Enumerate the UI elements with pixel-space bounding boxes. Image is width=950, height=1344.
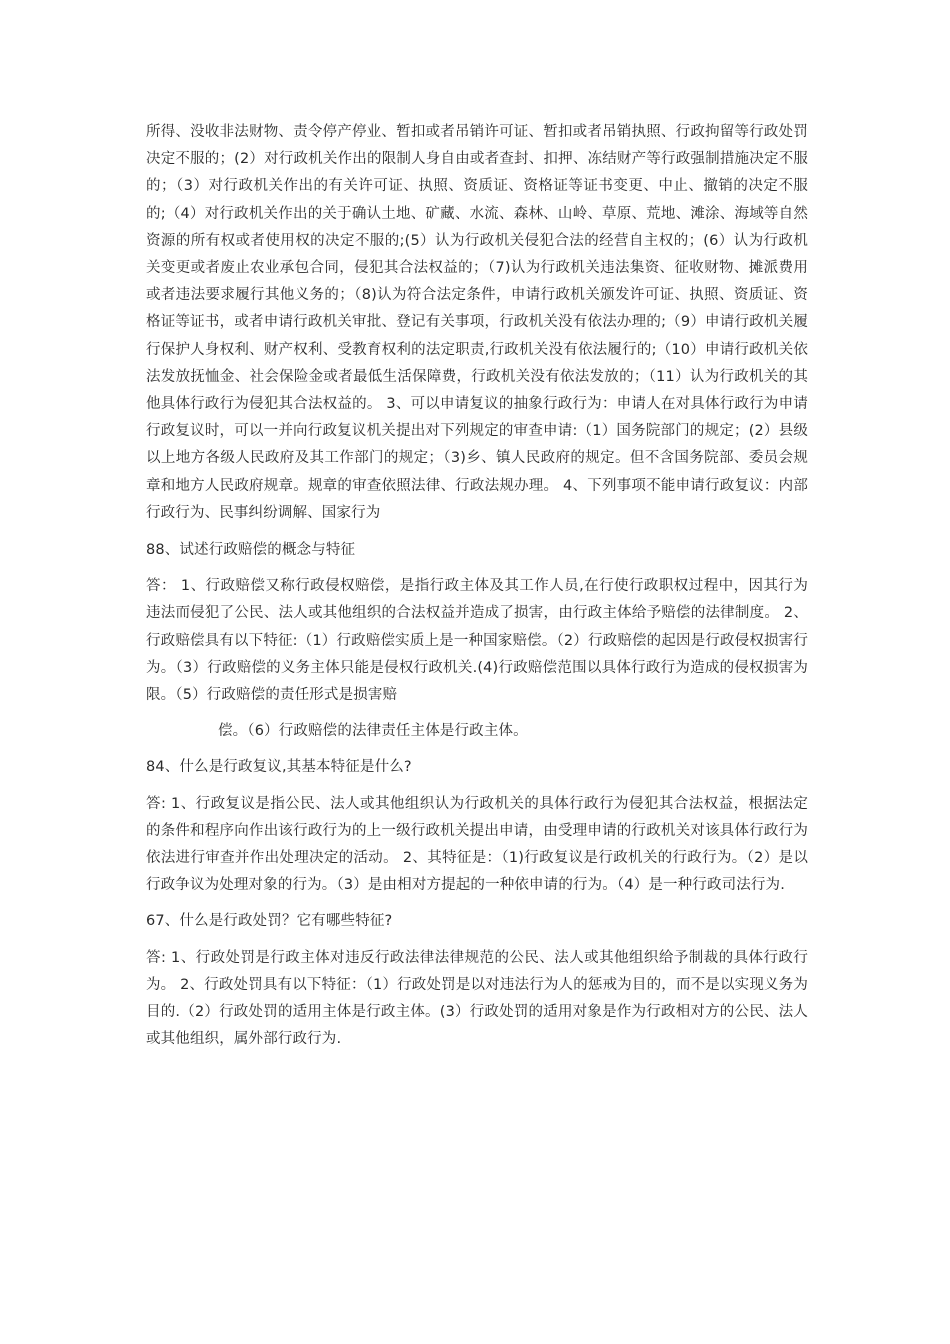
answer-67: 答: 1、行政处罚是行政主体对违反行政法律法律规范的公民、法人或其他组织给予制裁的具体行政行为。 2、行政处罚具有以下特征：（1）行政处罚是以对违法行为人的惩戒为目的，而不是以实现义务为目的.（2）行政处罚的适用主体是行政主体。(3）行政处罚的适用对象是作为行政相对方的公民、法人或其他组织，属外部行政行为. [146, 949, 808, 1048]
answer-88-continued: 偿。（6）行政赔偿的法律责任主体是行政主体。 [218, 723, 528, 740]
answer-88: 答： 1、行政赔偿又称行政侵权赔偿，是指行政主体及其工作人员,在行使行政职权过程中，因其行为违法而侵犯了公民、法人或其他组织的合法权益并造成了损害，由行政主体给予赔偿的法律制度。 2、行政赔偿具有以下特征:（1）行政赔偿实质上是一种国家赔偿。（2）行政赔偿的起因是行政侵权损害行为。（3）行政赔偿的义务主体只能是侵权行政机关.(4)行政赔偿范围以具体行政行为造成的侵权损害为限。（5）行政赔偿的责任形式是损害赔 [146, 578, 808, 704]
question-heading-84: 84、什么是行政复议,其基本特征是什么? [146, 759, 412, 776]
question-heading-88: 88、试述行政赔偿的概念与特征 [146, 542, 356, 559]
spacer [146, 709, 808, 718]
spacer [146, 936, 808, 945]
paragraph-continuation: 所得、没收非法财物、责令停产停业、暂扣或者吊销许可证、暂扣或者吊销执照、行政拘留等行政处罚决定不服的；(2）对行政机关作出的限制人身自由或者查封、扣押、冻结财产等行政强制措施决定不服的；（3）对行政机关作出的有关许可证、执照、资质证、资格证等证书变更、中止、撤销的决定不服的;（4）对行政机关作出的关于确认土地、矿藏、水流、森林、山岭、草原、荒地、滩涂、海域等自然资源的所有权或者使用权的决定不服的;(5）认为行政机关侵犯合法的经营自主权的；(6）认为行政机关变更或者废止农业承包合同，侵犯其合法权益的；（7)认为行政机关违法集资、征收财物、摊派费用或者违法要求履行其他义务的；（8)认为符合法定条件，申请行政机关颁发许可证、执照、资质证、资格证等证书，或者申请行政机关审批、登记有关事项，行政机关没有依法办理的;（9）申请行政机关履行保护人身权利、财产权利、受教育权利的法定职责,行政机关没有依法履行的;（10）申请行政机关依法发放抚恤金、社会保险金或者最低生活保障费，行政机关没有依法发放的；（11）认为行政机关的其他具体行政行为侵犯其合法权益的。 3、可以申请复议的抽象行政行为：申请人在对具体行政行为申请行政复议时，可以一并向行政复议机关提出对下列规定的审查申请:（1）国务院部门的规定；(2）县级以上地方各级人民政府及其工作部门的规定；（3)乡、镇人民政府的规定。但不含国务院部、委员会规章和地方人民政府规章。规章的审查依照法律、行政法规办理。 4、下列事项不能申请行政复议：内部行政行为、民事纠纷调解、国家行为 [146, 124, 808, 521]
spacer [146, 899, 808, 908]
spacer [146, 564, 808, 573]
spacer [146, 782, 808, 791]
spacer [146, 527, 808, 537]
spacer [146, 745, 808, 754]
answer-84: 答: 1、行政复议是指公民、法人或其他组织认为行政机关的具体行政行为侵犯其合法权益，根据法定的条件和程序向作出该行政行为的上一级行政机关提出申请，由受理申请的行政机关对该具体行政行为依法进行审查并作出处理决定的活动。 2、其特征是：（1)行政复议是行政机关的行政行为。（2）是以行政争议为处理对象的行为。（3）是由相对方提起的一种依申请的行为。（4）是一种行政司法行为. [146, 795, 808, 894]
document-body [146, 119, 808, 1054]
question-heading-67: 67、什么是行政处罚？它有哪些特征? [146, 913, 393, 930]
